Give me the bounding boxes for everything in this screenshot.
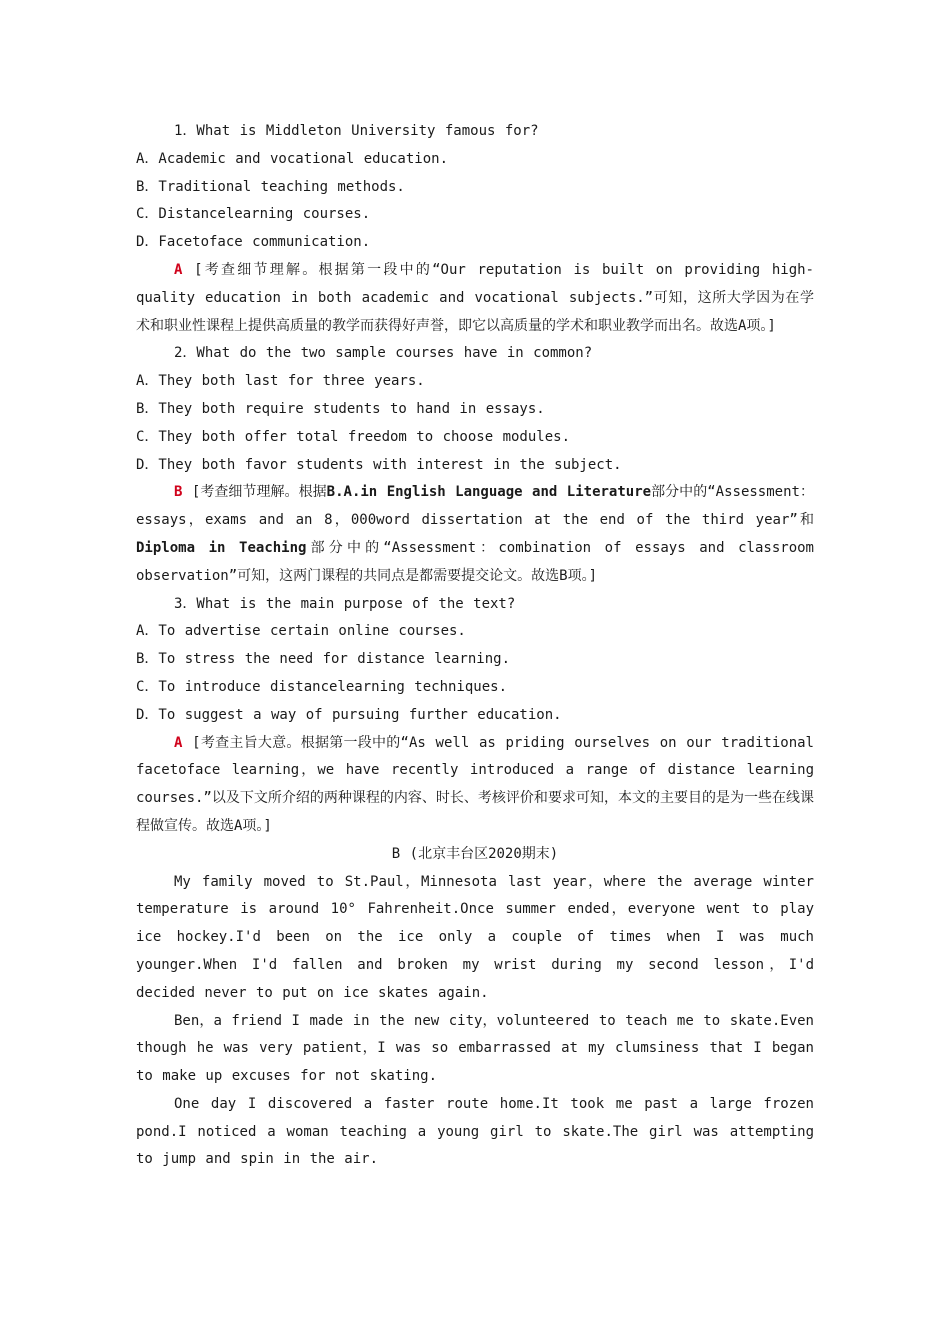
q2-explanation — [136, 479, 814, 590]
section-b-paragraph-3: One day I discovered a faster route home.It took me past a large frozen pond.I noticed a woman teaching a young girl to skate.The girl was attempting to jump and spin in the air. — [136, 1095, 814, 1168]
q2-explanation-course2: Diploma in Teaching — [136, 539, 307, 556]
q1-explanation-text: [考查细节理解。根据第一段中的“Our reputation is built on providing high-quality education in both academic and vocational subjects.”可知，这所大学因为在学术和职业性课程上提供高质量的教学而获得好声誉，即它以高质量的学术和职业教学而出名。故选A项。] — [136, 261, 814, 334]
section-b-heading: B (北京丰台区2020期末) — [391, 845, 559, 862]
q2-option-d: D．They both favor students with interest in the subject. — [136, 456, 622, 473]
section-b-paragraph-2: Ben，a friend I made in the new city，volunteered to teach me to skate.Even though he was very patient，I was so embarrassed at my clumsiness that I began to make up excuses for not skating. — [136, 1012, 814, 1085]
q2-explanation-part1: [考查细节理解。根据 — [191, 484, 327, 501]
q1-option-a: A．Academic and vocational education. — [136, 150, 449, 167]
q1-option-d: D．Facetoface communication. — [136, 234, 371, 251]
q2-stem: 2．What do the two sample courses have in common? — [174, 345, 593, 362]
q3-option-a: A．To advertise certain online courses. — [136, 623, 466, 640]
document-page — [136, 118, 814, 1174]
q3-option-b: B．To stress the need for distance learning. — [136, 651, 511, 668]
q3-stem: 3．What is the main purpose of the text? — [174, 595, 516, 612]
q3-option-d: D．To suggest a way of pursuing further education. — [136, 706, 562, 723]
q3-explanation — [136, 730, 814, 841]
q2-explanation-course1: B.A.in English Language and Literature — [326, 484, 652, 501]
q2-option-b: B．They both require students to hand in essays. — [136, 400, 545, 417]
q2-explanation-part3: 部分中的“Assessment：combination of essays and classroom observation”可知，这两门课程的共同点是都需要提交论文。故选B项。] — [136, 539, 814, 584]
q3-explanation-text: [考查主旨大意。根据第一段中的“As well as priding ourselves on our traditional facetoface learning，we have recently introduced a range of distance learning courses.”以及下文所介绍的两种课程的内容、时长、考核评价和要求可知，本文的主要目的是为一些在线课程做宣传。故选A项。] — [136, 734, 814, 834]
section-b-paragraph-1: My family moved to St.Paul，Minnesota last year，where the average winter temperature is around 10° Fahrenheit.Once summer ended，everyone went to play ice hockey.I'd been on the ice only a couple of times when I was much younger.When I'd fallen and broken my wrist during my second lesson，I'd decided never to put on ice skates again. — [136, 873, 814, 1001]
q2-answer: B — [174, 484, 183, 501]
q1-option-b: B．Traditional teaching methods. — [136, 178, 405, 195]
q3-answer: A — [174, 734, 183, 751]
q3-option-c: C．To introduce distancelearning techniques. — [136, 678, 508, 695]
q1-explanation — [136, 257, 814, 340]
q2-explanation-part2: 部分中的“Assessment：essays，exams and an 8，000word dissertation at the end of the third year”和 — [136, 484, 814, 529]
q1-stem: 1．What is Middleton University famous for? — [174, 123, 539, 139]
q1-option-c: C．Distancelearning courses. — [136, 206, 371, 223]
q1-answer: A — [174, 261, 183, 278]
q2-option-a: A．They both last for three years. — [136, 373, 425, 390]
q2-option-c: C．They both offer total freedom to choose modules. — [136, 428, 571, 445]
